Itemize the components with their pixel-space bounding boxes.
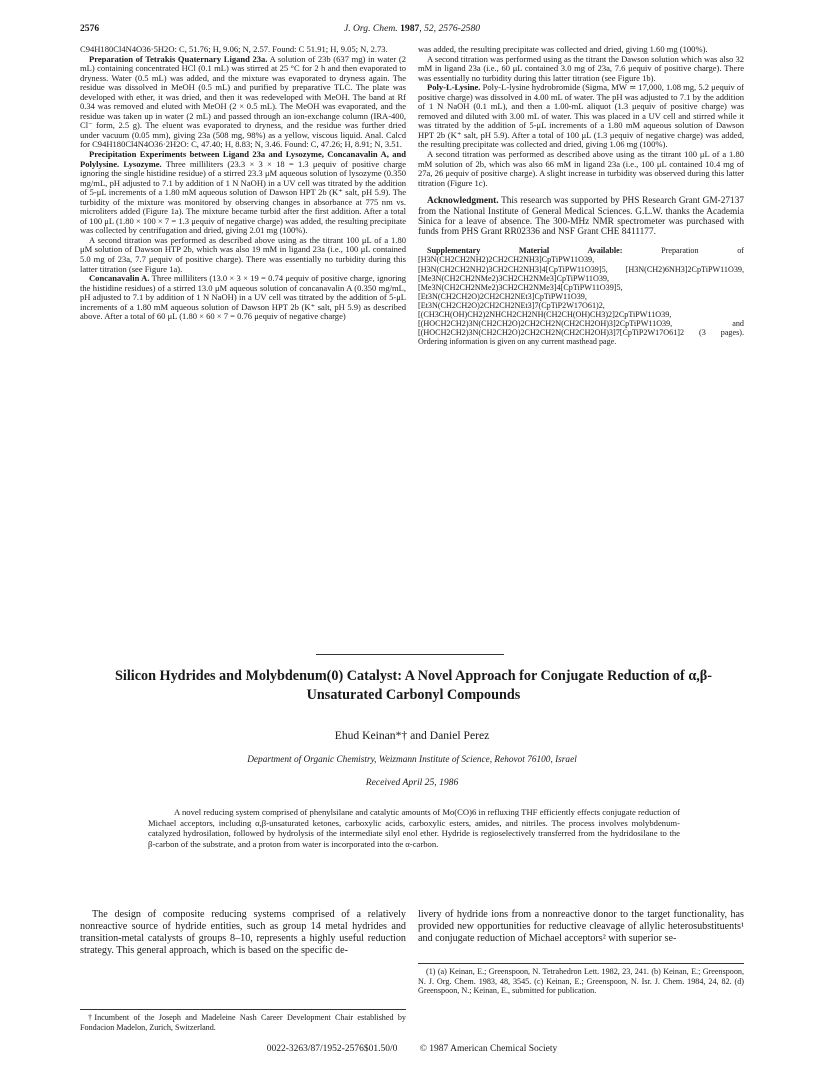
- left-p2-heading: Preparation of Tetrakis Quaternary Ligand 23a.: [89, 53, 268, 64]
- supplementary-text: Preparation of [H3N(CH2CH2NH2)2CH2CH2NH3]CpTiPW11O39, [H3N(CH2CH2NH2)3CH2CH2NH3]4[CpTiPW11O39]5, [H3N(CH2)6NH3]2CpTiPW11O39, [Me3N(CH2CH2NMe2)3CH2CH2NMe3]CpTiPW11O39, [Me3N(CH2CH2NMe2)3CH2CH2NMe3]4[CpTiPW11O39]5, [Et3N(CH2CH2O)2CH2CH2NEt3]CpTiPW11O39, [Et3N(CH2CH2O)2CH2CH2NEt3]7(CpTiP2W17O61)2, [(CH3CH(OH)CH2)2NHCH2CH2NH(CH2CH(OH)CH3)2]2CpTiPW11O39, [(HOCH2CH2)3N(CH2CH2O)2CH2CH2N(CH2CH2OH)3]2CpTiPW11O39, and [(HOCH2CH2)3N(CH2CH2O)2CH2CH2N(CH2CH2OH)3]7[CpTiP2W17O61]2 (3 pages). Ordering information is given on any current masthead page.: [418, 246, 744, 347]
- left-p4: A second titration was performed as described above using as the titrant 100 μL of a 1.80 μM solution of Dawson HTP 2b, which was also 19 mM in ligand 23a (i.e., 100 μL contained 5.0 mg of 23a, 7.7 μequiv of positive charge). There was essentially no turbidity during this latter titration (see Figure 1a).: [80, 234, 406, 274]
- right-p4: A second titration was performed as described above using as the titrant 100 μL of a 1.80 mM solution of 2b, which was also 66 mM in ligand 23a (i.e., 100 μL contained 10.4 mg of 27a, 26 μequiv of positive charge). A slight increase in turbidity was observed during this latter titration (Figure 1c).: [418, 149, 744, 188]
- page-footer: [80, 1044, 744, 1054]
- left-p5-heading: Concanavalin A.: [89, 273, 150, 284]
- left-p3-heading: Precipitation Experiments between Ligand 23a and Lysozyme, Concanavalin A, and Polylysine. Lysozyme.: [80, 149, 406, 169]
- right-p1: was added, the resulting precipitate was collected and dried, giving 1.60 mg (100%).: [418, 44, 708, 54]
- left-p2: [80, 55, 406, 150]
- left-p5: [80, 274, 406, 322]
- journal-citation: J. Org. Chem. 1987, 52, 2576-2580: [343, 23, 481, 34]
- footnote-rule-right: [418, 963, 744, 964]
- left-p5-text: Three milliliters (13.0 × 3 × 19 = 0.74 μequiv of positive charge, ignoring the histidine residues) of a stirred 13.0 μM aqueous solution of concanavalin A (0.350 mg/mL, pH adjusted to 7.1 by addition of 1 N NaOH) in a UV cell was titrated by the addition of 5-μL increments of a 1.80 mM aqueous solution of Dawson HPT 2b (K⁺ salt, pH 5.9) as described above. After a total of 60 μL (1.80 × 60 × 7 = 0.76 μequiv of negative charge): [80, 273, 406, 322]
- running-header: [80, 23, 744, 37]
- received-date: Received April 25, 1986: [365, 777, 459, 788]
- journal-name: J. Org. Chem.: [343, 23, 398, 34]
- article-authors: Ehud Keinan*† and Daniel Perez: [334, 729, 490, 742]
- footer-code: 0022-3263/87/1952-2576$01.50/0: [266, 1044, 398, 1054]
- footnote-dagger: †Incumbent of the Joseph and Madeleine Nash Career Development Chair established by Fondacion Madelon, Zurich, Switzerland.: [80, 1013, 406, 1032]
- footnote-rule-left: [80, 1009, 406, 1010]
- footer-copyright: © 1987 American Chemical Society: [419, 1044, 558, 1054]
- journal-pages: 2576-2580: [438, 23, 481, 34]
- right-p3-text: Poly-L-lysine hydrobromide (Sigma, MW ≃ 17,000, 1.08 mg, 5.2 μequiv of positive charge) was dissolved in 4.00 mL of water. The pH was adjusted to 7.1 by the addition of 1 N NaOH (0.1 mL), and then a 1.00-mL aliquot (1.3 μequiv of positive charge) was removed and diluted with 3.00 mL of water. This was placed in a UV cell and stirred while it was titrated by the addition of 5-μL increments of a 1.80 mM aqueous solution of Dawson HPT 2b (K⁺ salt, pH 5.9). After a total of 100 μL (1.3 μequiv of negative charge) was added, the resulting precipitate was collected and dried, giving 1.06 mg (100%).: [418, 82, 745, 150]
- intro-left: The design of composite reducing systems comprised of a relatively nonreactive source of hydride entities, such as group 14 metal hydrides and transition-metal catalysts of groups 8–10, represents a highly useful reduction strategy. This general approach, which is based on the specific de-: [80, 909, 406, 956]
- left-column: [80, 45, 406, 322]
- abstract: A novel reducing system comprised of phenylsilane and catalytic amounts of Mo(CO)6 in refluxing THF efficiently effects conjugate reduction of Michael acceptors, including α,β-unsaturated ketones, carboxylic acids, carboxylic esters, amides, and nitriles. The process involves molybdenum-catalyzed hydrosilation, followed by hydrolysis of the intermediate silyl enol ether. Hydride is regioselectively transferred from the hydridosilane to the β-carbon of the substrate, and a proton from water is incorporated into the α-carbon.: [148, 807, 680, 849]
- right-column: [418, 45, 744, 346]
- left-p3-text: Three milliliters (23.3 × 3 × 18 = 1.3 μequiv of positive charge ignoring the single histidine residue) of a stirred 23.3 μM aqueous solution of lysozyme (0.350 mg/mL, pH adjusted to 7.1 by addition of 1 N NaOH) in a UV cell was titrated by the addition of 5-μL increments of a 1.80 mM aqueous solution of Dawson HPT 2b (K⁺ salt, pH 5.9). The turbidity of the mixture was monitored by observing changes in absorbance at 775 nm vs. microliters added (Figure 1a). The mixture became turbid after the first addition. After a total of 100 μL (1.80 × 100 × 7 = 1.3 μequiv of negative charge) was added, the resulting precipitate was collected by centrifugation and dried, giving 2.01 mg (100%).: [80, 158, 406, 236]
- article-divider: [316, 654, 504, 655]
- acknowledgment-heading: Acknowledgment.: [427, 196, 499, 207]
- author-affiliation: Department of Organic Chemistry, Weizmann Institute of Science, Rehovot 76100, Israel: [247, 755, 577, 765]
- journal-volume: 52: [424, 23, 434, 34]
- right-p3: [418, 83, 744, 150]
- right-p3-heading: Poly-L-Lysine.: [427, 82, 481, 93]
- intro-right: livery of hydride ions from a nonreactive donor to the target functionality, has provided new opportunities for reductive cleavage of allylic heterosubstituents¹ and conjugate reduction of Michael acceptors² with superior se-: [418, 909, 744, 944]
- article-title: Silicon Hydrides and Molybdenum(0) Catalyst: A Novel Approach for Conjugate Reduction of α,β-Unsaturated Carbonyl Compounds: [115, 668, 712, 703]
- left-p1: C94H180Cl4N4O36·5H2O: C, 51.76; H, 9.06; N, 2.57. Found: C 51.91; H, 9.05; N, 2.73.: [80, 44, 388, 54]
- left-p3: [80, 150, 406, 236]
- supplementary-material: [418, 246, 744, 346]
- acknowledgment: [418, 196, 744, 237]
- acknowledgment-text: This research was supported by PHS Research Grant GM-27137 from the National Institute of General Medical Sciences. G.L.W. thanks the Academia Sinica for a leave of absence. The 300-MHz NMR spectrometer was purchased with funds from PHS Grant RR02336 and NSF Grant CHE 8411177.: [418, 196, 744, 238]
- supplementary-heading: Supplementary Material Available:: [427, 246, 623, 256]
- journal-year: 1987: [400, 23, 420, 34]
- left-p2-text: A solution of 23b (637 mg) in water (2 mL) containing concentrated HCl (0.1 mL) was stirred at 25 °C for 2 h and then evaporated to dryness. Water (0.5 mL) was added, and the mixture was evaporated to dryness again. The residue was dissolved in MeOH (0.5 mL) and purified by preparative TLC. The plate was developed with ether, it was dried, and then it was redeveloped with MeOH. The band at Rf 0.34 was removed and eluted with MeOH (2 × 0.5 mL). The MeOH was evaporated, and the residue was taken up in water (2 mL) and passed through an ion-exchange column (IRA-400, Cl⁻ form, 2.5 g). The eluent was evaporated to dryness, and the residue was further dried under vacuum (0.05 mm), giving 23a (508 mg, 98%) as a yellow, viscous liquid. Anal. Calcd for C94H180Cl4N4O36·2H2O: C, 47.40; H, 8.83; N, 3.46. Found: C, 47.26; H, 8.91; N, 3.51.: [80, 53, 406, 150]
- footnote-1: (1) (a) Keinan, E.; Greenspoon, N. Tetrahedron Lett. 1982, 23, 241. (b) Keinan, E.; Greenspoon, N. J. Org. Chem. 1983, 48, 3545. (c) Keinan, E.; Greenspoon, N. Isr. J. Chem. 1984, 24, 82. (d) Greenspoon, N.; Keinan, E., submitted for publication.: [418, 967, 744, 996]
- page-number: 2576: [80, 23, 100, 34]
- right-p2: A second titration was performed using as the titrant the Dawson solution which was also 32 mM in ligand 23a (i.e., 60 μL contained 3.0 mg of 23a, 7.6 μequiv of positive charge). There was essentially no turbidity during this latter titration (see Figure 1b).: [418, 53, 744, 83]
